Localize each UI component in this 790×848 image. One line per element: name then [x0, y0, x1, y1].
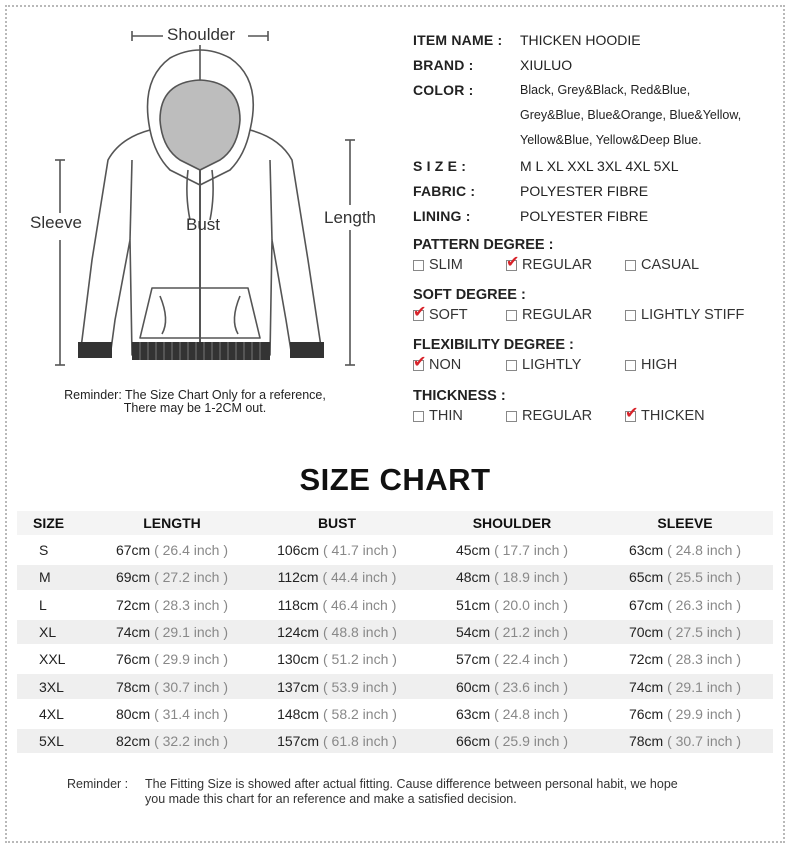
- checkbox-checked-icon: ✔: [413, 303, 427, 321]
- spec-value: XIULUO: [520, 57, 573, 73]
- thickness-option-regular[interactable]: [506, 408, 592, 424]
- length-cell: [97, 729, 247, 753]
- color-line-2: Grey&Blue, Blue&Orange, Blue&Yellow,: [520, 108, 742, 122]
- sleeve-cell: [597, 702, 773, 726]
- option-label: THIN: [429, 408, 463, 424]
- inch-value: ( 28.3 inch ): [667, 651, 742, 668]
- shoulder-cell: [427, 620, 597, 644]
- cm-value: 48cm: [455, 569, 491, 586]
- sleeve-cell: [597, 620, 773, 644]
- cm-value: 66cm: [455, 733, 491, 750]
- color-line-1: Black, Grey&Black, Red&Blue,: [520, 83, 691, 97]
- cm-value: 124cm: [277, 624, 320, 641]
- length-cell: [97, 538, 247, 562]
- cm-value: 57cm: [455, 651, 491, 668]
- inch-value: ( 31.4 inch ): [154, 705, 229, 722]
- table-row: [17, 647, 773, 671]
- option-label: LIGHTLY: [522, 357, 582, 373]
- length-cell: [97, 702, 247, 726]
- inch-value: ( 46.4 inch ): [322, 596, 397, 613]
- spec-key: LINING :: [413, 208, 471, 224]
- checkbox-icon: [506, 411, 517, 422]
- inch-value: ( 48.8 inch ): [322, 624, 397, 641]
- size-cell: 5XL: [17, 729, 97, 753]
- color-line-3: Yellow&Blue, Yellow&Deep Blue.: [520, 133, 702, 147]
- shoulder-cell: [427, 565, 597, 589]
- shoulder-cell: [427, 538, 597, 562]
- inch-value: ( 25.9 inch ): [494, 733, 569, 750]
- length-label: Length: [324, 208, 376, 227]
- length-cell: [97, 674, 247, 698]
- size-chart-header-row: [17, 511, 773, 535]
- cm-value: 65cm: [628, 569, 664, 586]
- flexibility-option-high[interactable]: [625, 357, 677, 373]
- cm-value: 78cm: [628, 733, 664, 750]
- soft-option-regular[interactable]: [506, 307, 592, 323]
- cm-value: 78cm: [115, 678, 151, 695]
- inch-value: ( 51.2 inch ): [322, 651, 397, 668]
- header-bust: BUST: [247, 511, 427, 535]
- option-label: SOFT: [429, 307, 468, 323]
- cm-value: 51cm: [455, 596, 491, 613]
- checkbox-checked-icon: ✔: [413, 353, 427, 371]
- inch-value: ( 32.2 inch ): [154, 733, 229, 750]
- header-size: SIZE: [17, 511, 97, 535]
- cm-value: 74cm: [628, 678, 664, 695]
- inch-value: ( 27.5 inch ): [667, 624, 742, 641]
- cm-value: 82cm: [115, 733, 151, 750]
- table-row: [17, 538, 773, 562]
- spec-key: ITEM NAME :: [413, 32, 503, 48]
- inch-value: ( 61.8 inch ): [322, 733, 397, 750]
- sleeve-cell: [597, 647, 773, 671]
- flexibility-option-non[interactable]: [413, 353, 462, 373]
- soft-degree-title: SOFT DEGREE :: [413, 287, 526, 303]
- size-reminder-line1: Reminder: The Size Chart Only for a reference,: [64, 388, 326, 402]
- bust-label: Bust: [186, 215, 221, 234]
- cm-value: 63cm: [455, 705, 491, 722]
- cm-value: 74cm: [115, 624, 151, 641]
- flexibility-option-lightly[interactable]: [506, 357, 581, 373]
- inch-value: ( 27.2 inch ): [154, 569, 229, 586]
- checkbox-checked-icon: ✔: [625, 404, 639, 422]
- checkbox-icon: [625, 310, 636, 321]
- bust-cell: [247, 538, 427, 562]
- spec-value: M L XL XXL 3XL 4XL 5XL: [520, 158, 679, 174]
- table-row: [17, 565, 773, 589]
- spec-value: THICKEN HOODIE: [520, 32, 641, 48]
- cm-value: 157cm: [277, 733, 320, 750]
- bust-cell: [247, 729, 427, 753]
- pattern-option-casual[interactable]: [625, 257, 699, 273]
- cm-value: 63cm: [628, 542, 664, 559]
- option-label: HIGH: [641, 357, 678, 373]
- header-length: LENGTH: [97, 511, 247, 535]
- cm-value: 45cm: [455, 542, 491, 559]
- checkbox-icon: [625, 360, 636, 371]
- flexibility-degree-title: FLEXIBILITY DEGREE :: [413, 337, 574, 353]
- soft-option-soft[interactable]: [413, 303, 468, 323]
- cm-value: 60cm: [455, 678, 491, 695]
- shoulder-cell: [427, 702, 597, 726]
- thickness-option-thin[interactable]: [413, 408, 463, 424]
- inch-value: ( 29.1 inch ): [667, 678, 742, 695]
- sleeve-cell: [597, 565, 773, 589]
- fitting-reminder-line1: The Fitting Size is showed after actual fitting. Cause difference between personal habit, we hope: [145, 777, 678, 791]
- size-reminder-line2: There may be 1-2CM out.: [123, 401, 267, 415]
- inch-value: ( 28.3 inch ): [154, 596, 229, 613]
- shoulder-cell: [427, 593, 597, 617]
- size-cell: 4XL: [39, 705, 64, 722]
- inch-value: ( 22.4 inch ): [494, 651, 569, 668]
- option-label: THICKEN: [641, 408, 705, 424]
- shoulder-cell: [427, 729, 597, 753]
- cm-value: 76cm: [115, 651, 151, 668]
- table-row: [17, 620, 773, 644]
- cm-value: 54cm: [455, 624, 491, 641]
- sleeve-cell: [597, 538, 773, 562]
- checkbox-checked-icon: ✔: [506, 253, 520, 271]
- cm-value: 76cm: [628, 705, 664, 722]
- spec-key: S I Z E :: [413, 158, 467, 174]
- size-cell: XL: [17, 620, 97, 644]
- spec-key: FABRIC :: [413, 183, 476, 199]
- length-cell: [97, 620, 247, 644]
- inch-value: ( 29.9 inch ): [154, 651, 229, 668]
- size-chart-body: [17, 538, 773, 753]
- cm-value: 70cm: [628, 624, 664, 641]
- length-cell: [97, 593, 247, 617]
- shoulder-cell: [427, 674, 597, 698]
- sleeve-cell: [597, 674, 773, 698]
- cm-value: 72cm: [115, 596, 151, 613]
- thickness-option-thicken[interactable]: [625, 404, 705, 424]
- size-chart-title: SIZE CHART: [299, 462, 491, 497]
- size-cell: 3XL: [17, 674, 97, 698]
- pattern-degree-title: PATTERN DEGREE :: [413, 237, 554, 253]
- cm-value: 148cm: [277, 705, 320, 722]
- table-row: [17, 702, 773, 726]
- inch-value: ( 29.9 inch ): [667, 705, 742, 722]
- option-label: REGULAR: [522, 307, 593, 323]
- size-cell: S: [39, 542, 49, 559]
- inch-value: ( 58.2 inch ): [322, 705, 397, 722]
- spec-value: POLYESTER FIBRE: [520, 183, 649, 199]
- fitting-reminder-label: Reminder :: [67, 777, 129, 791]
- cm-value: 80cm: [115, 705, 151, 722]
- cm-value: 106cm: [277, 542, 320, 559]
- bust-cell: [247, 647, 427, 671]
- inch-value: ( 41.7 inch ): [322, 542, 397, 559]
- inch-value: ( 29.1 inch ): [154, 624, 229, 641]
- length-cell: [97, 565, 247, 589]
- table-row: [17, 674, 773, 698]
- spec-value: POLYESTER FIBRE: [520, 208, 649, 224]
- spec-key: COLOR :: [413, 82, 474, 98]
- checkbox-icon: [625, 260, 636, 271]
- spec-key: BRAND :: [413, 57, 474, 73]
- bust-cell: [247, 702, 427, 726]
- fitting-reminder-line2: you made this chart for an reference and make a satisfied decision.: [145, 792, 517, 806]
- option-label: LIGHTLY STIFF: [641, 307, 745, 323]
- inch-value: ( 26.4 inch ): [154, 542, 229, 559]
- inch-value: ( 21.2 inch ): [494, 624, 569, 641]
- size-reminder-note: [40, 389, 350, 415]
- cm-value: 118cm: [277, 596, 319, 613]
- size-chart-table: [17, 508, 773, 756]
- table-row: [17, 729, 773, 753]
- size-cell: L: [39, 596, 47, 613]
- inch-value: ( 24.8 inch ): [667, 542, 742, 559]
- option-label: REGULAR: [522, 408, 593, 424]
- cm-value: 67cm: [115, 542, 151, 559]
- header-sleeve: SLEEVE: [597, 511, 773, 535]
- checkbox-icon: [413, 411, 424, 422]
- inch-value: ( 44.4 inch ): [322, 569, 397, 586]
- sleeve-cell: [597, 729, 773, 753]
- bust-cell: [247, 620, 427, 644]
- inch-value: ( 26.3 inch ): [667, 596, 742, 613]
- pattern-option-slim[interactable]: [413, 257, 463, 273]
- inch-value: ( 53.9 inch ): [322, 678, 397, 695]
- fitting-reminder-text: [145, 777, 755, 807]
- inch-value: ( 20.0 inch ): [494, 596, 569, 613]
- size-cell: XXL: [39, 651, 66, 668]
- cm-value: 72cm: [628, 651, 664, 668]
- inch-value: ( 24.8 inch ): [494, 705, 569, 722]
- cm-value: 69cm: [115, 569, 151, 586]
- cm-value: 112cm: [277, 569, 319, 586]
- hoodie-illustration: [20, 20, 380, 380]
- bust-cell: [247, 674, 427, 698]
- shoulder-cell: [427, 647, 597, 671]
- bust-cell: [247, 593, 427, 617]
- option-label: SLIM: [429, 257, 463, 273]
- cm-value: 67cm: [628, 596, 664, 613]
- pattern-option-regular[interactable]: [506, 253, 593, 273]
- table-row: [17, 593, 773, 617]
- shoulder-label: Shoulder: [167, 25, 236, 44]
- bust-cell: [247, 565, 427, 589]
- inch-value: ( 23.6 inch ): [494, 678, 569, 695]
- thickness-title: THICKNESS :: [413, 388, 506, 404]
- option-label: REGULAR: [522, 257, 593, 273]
- length-cell: [97, 647, 247, 671]
- inch-value: ( 25.5 inch ): [667, 569, 742, 586]
- sleeve-label: Sleeve: [30, 213, 82, 232]
- option-label: NON: [429, 357, 462, 373]
- option-label: CASUAL: [641, 257, 700, 273]
- inch-value: ( 18.9 inch ): [494, 569, 569, 586]
- cm-value: 130cm: [277, 651, 320, 668]
- checkbox-icon: [413, 260, 424, 271]
- inch-value: ( 30.7 inch ): [667, 733, 742, 750]
- header-shoulder: SHOULDER: [427, 511, 597, 535]
- hoodie-drawing: [20, 20, 380, 380]
- inch-value: ( 30.7 inch ): [154, 678, 229, 695]
- cm-value: 137cm: [277, 678, 320, 695]
- soft-option-lightly-stiff[interactable]: [625, 307, 744, 323]
- checkbox-icon: [506, 360, 517, 371]
- checkbox-icon: [506, 310, 517, 321]
- sleeve-cell: [597, 593, 773, 617]
- inch-value: ( 17.7 inch ): [494, 542, 569, 559]
- size-cell: M: [17, 565, 97, 589]
